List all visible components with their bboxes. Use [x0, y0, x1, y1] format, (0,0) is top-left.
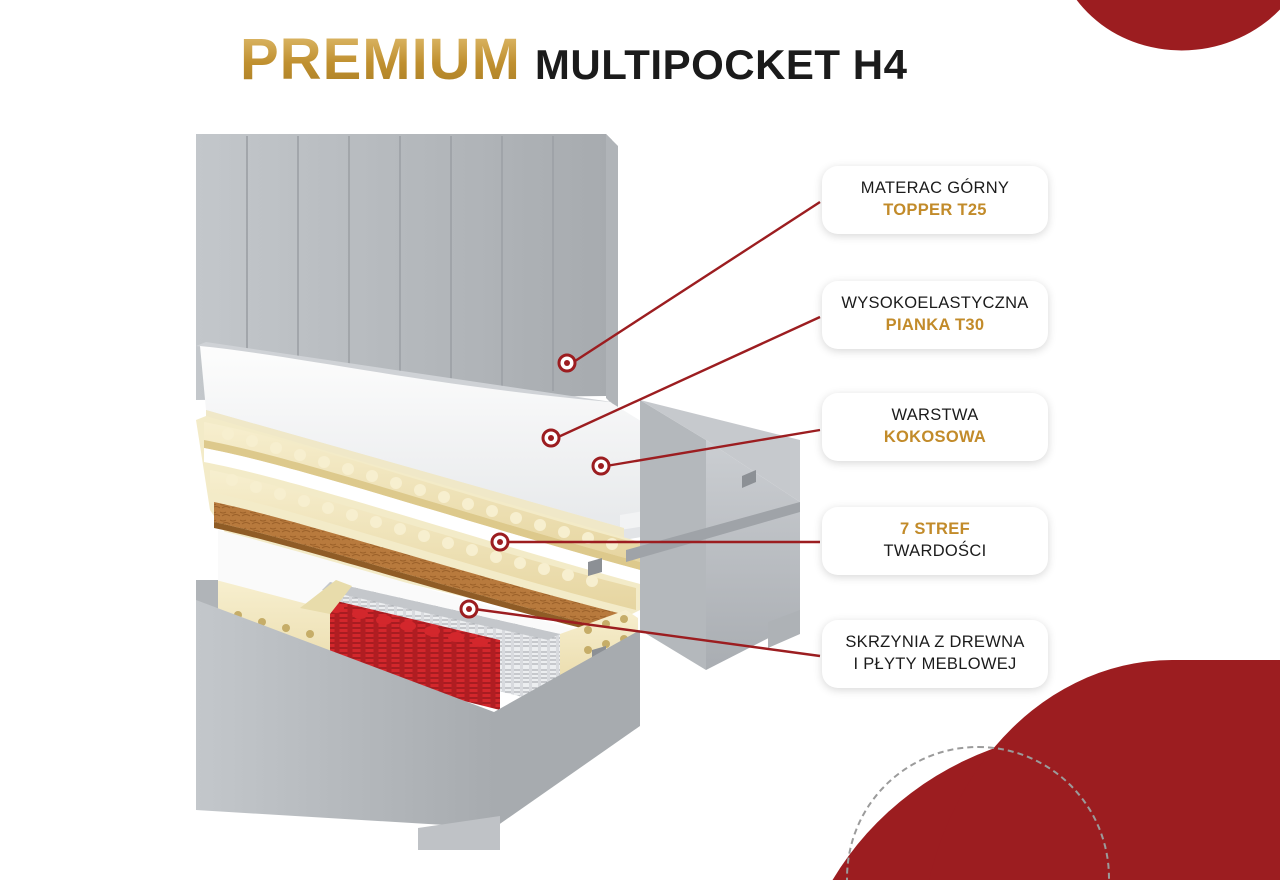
callout-line2: PIANKA T30 — [885, 315, 985, 334]
callout-line2: I PŁYTY MEBLOWEJ — [853, 654, 1017, 673]
callout-line1: 7 STREF — [900, 520, 970, 538]
callout-line2: KOKOSOWA — [883, 427, 987, 446]
title-model: MULTIPOCKET H4 — [534, 41, 908, 88]
callout-foam — [822, 281, 1048, 349]
callout-line1: WARSTWA — [891, 406, 979, 424]
page-title — [240, 26, 907, 93]
callout-line1: MATERAC GÓRNY — [860, 179, 1010, 197]
callout-coir — [822, 393, 1048, 461]
callout-line2: TWARDOŚCI — [883, 541, 987, 560]
title-brand: PREMIUM — [240, 27, 521, 92]
callout-zones — [822, 507, 1048, 575]
callout-line1: SKRZYNIA Z DREWNA — [845, 633, 1025, 651]
decorative-red-shape-top-right — [1054, 0, 1280, 63]
callout-line2: TOPPER T25 — [883, 200, 987, 219]
callout-line1: WYSOKOELASTYCZNA — [841, 294, 1029, 312]
bed-cutaway-illustration — [0, 110, 830, 850]
callout-topper — [822, 166, 1048, 234]
callout-box-construction — [822, 620, 1048, 688]
